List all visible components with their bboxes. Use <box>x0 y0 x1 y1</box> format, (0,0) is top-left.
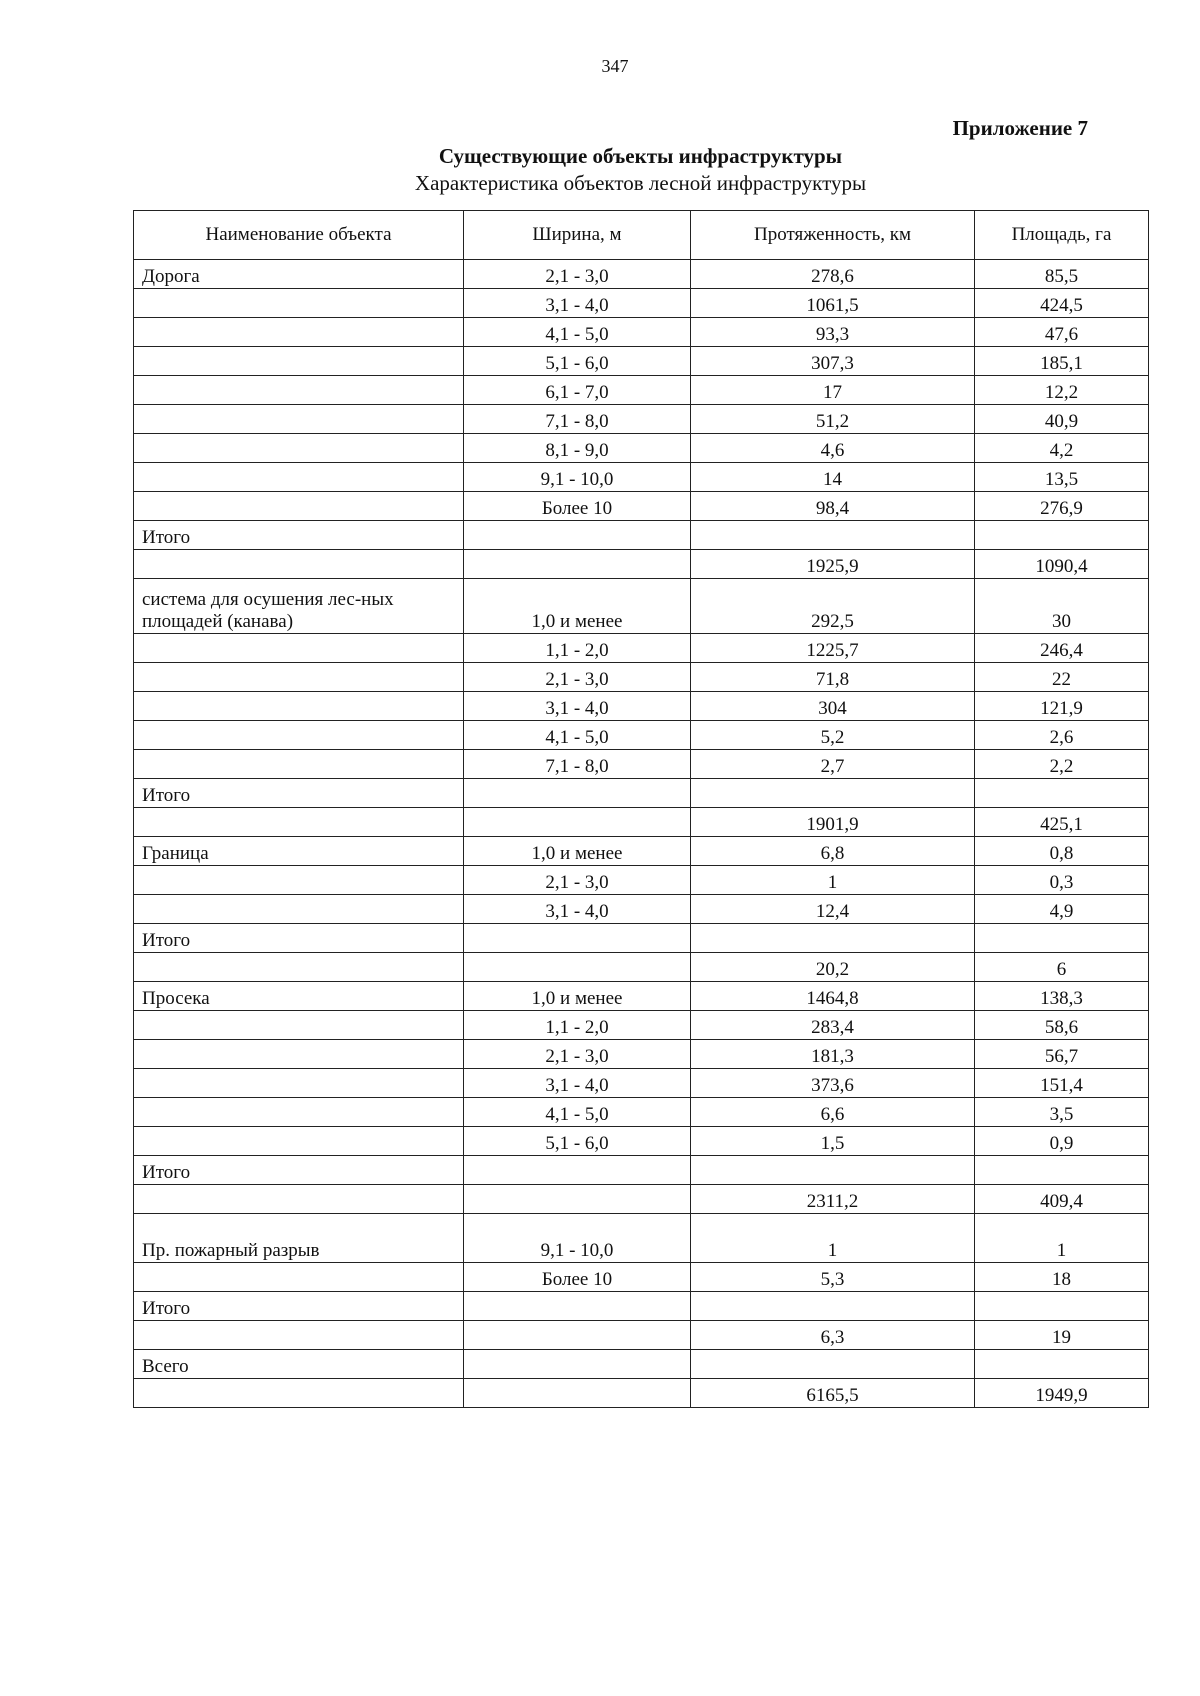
cell-area: 19 <box>975 1321 1149 1350</box>
cell-length: 4,6 <box>691 434 975 463</box>
cell-width: 7,1 - 8,0 <box>464 405 691 434</box>
header-object-name: Наименование объекта <box>134 211 464 260</box>
cell-object-name <box>134 347 464 376</box>
cell-area <box>975 779 1149 808</box>
table-row <box>134 1098 1149 1127</box>
cell-width: Более 10 <box>464 492 691 521</box>
cell-width: 1,0 и менее <box>464 837 691 866</box>
cell-area: 4,9 <box>975 895 1149 924</box>
cell-area: 40,9 <box>975 405 1149 434</box>
cell-width: 7,1 - 8,0 <box>464 750 691 779</box>
cell-area: 13,5 <box>975 463 1149 492</box>
cell-area: 4,2 <box>975 434 1149 463</box>
cell-object-name: Просека <box>134 982 464 1011</box>
cell-width <box>464 808 691 837</box>
table-row <box>134 289 1149 318</box>
cell-width: 1,1 - 2,0 <box>464 634 691 663</box>
cell-area: 12,2 <box>975 376 1149 405</box>
cell-area: 0,8 <box>975 837 1149 866</box>
cell-area: 246,4 <box>975 634 1149 663</box>
cell-length <box>691 1292 975 1321</box>
cell-length: 1925,9 <box>691 550 975 579</box>
table-row <box>134 779 1149 808</box>
cell-area: 138,3 <box>975 982 1149 1011</box>
cell-width: 1,0 и менее <box>464 579 691 634</box>
cell-width: Более 10 <box>464 1263 691 1292</box>
table-row <box>134 750 1149 779</box>
cell-width: 6,1 - 7,0 <box>464 376 691 405</box>
cell-width <box>464 1379 691 1408</box>
table-row <box>134 318 1149 347</box>
cell-width: 5,1 - 6,0 <box>464 1127 691 1156</box>
cell-length: 2,7 <box>691 750 975 779</box>
cell-length <box>691 1156 975 1185</box>
table-row <box>134 1011 1149 1040</box>
cell-object-name: Итого <box>134 521 464 550</box>
cell-length: 2311,2 <box>691 1185 975 1214</box>
cell-length: 304 <box>691 692 975 721</box>
cell-object-name: Итого <box>134 924 464 953</box>
table-row <box>134 492 1149 521</box>
cell-object-name <box>134 1127 464 1156</box>
cell-length <box>691 779 975 808</box>
cell-area: 0,3 <box>975 866 1149 895</box>
cell-object-name: Всего <box>134 1350 464 1379</box>
cell-object-name: Дорога <box>134 260 464 289</box>
cell-width <box>464 550 691 579</box>
cell-object-name <box>134 634 464 663</box>
table-row <box>134 663 1149 692</box>
cell-length <box>691 924 975 953</box>
cell-length: 1 <box>691 866 975 895</box>
table-row <box>134 550 1149 579</box>
table-row <box>134 1350 1149 1379</box>
infrastructure-table <box>133 210 1149 1408</box>
cell-object-name <box>134 721 464 750</box>
table-row <box>134 1379 1149 1408</box>
cell-object-name <box>134 1069 464 1098</box>
cell-object-name <box>134 692 464 721</box>
cell-object-name: Итого <box>134 1156 464 1185</box>
cell-object-name <box>134 1321 464 1350</box>
table-row <box>134 1127 1149 1156</box>
cell-length: 51,2 <box>691 405 975 434</box>
cell-width <box>464 779 691 808</box>
table-row <box>134 721 1149 750</box>
cell-length: 1464,8 <box>691 982 975 1011</box>
cell-object-name <box>134 463 464 492</box>
cell-object-name <box>134 1185 464 1214</box>
table-row <box>134 579 1149 634</box>
cell-object-name <box>134 750 464 779</box>
cell-area <box>975 924 1149 953</box>
table-row <box>134 1069 1149 1098</box>
cell-width: 5,1 - 6,0 <box>464 347 691 376</box>
cell-object-name <box>134 289 464 318</box>
cell-object-name <box>134 492 464 521</box>
cell-length <box>691 521 975 550</box>
table-row <box>134 808 1149 837</box>
table-row <box>134 866 1149 895</box>
cell-width: 9,1 - 10,0 <box>464 1214 691 1263</box>
cell-area: 0,9 <box>975 1127 1149 1156</box>
cell-area <box>975 1350 1149 1379</box>
cell-width: 3,1 - 4,0 <box>464 895 691 924</box>
cell-width <box>464 1185 691 1214</box>
table-row <box>134 953 1149 982</box>
table-row <box>134 1263 1149 1292</box>
cell-object-name <box>134 1098 464 1127</box>
cell-length: 71,8 <box>691 663 975 692</box>
cell-length: 12,4 <box>691 895 975 924</box>
cell-object-name <box>134 1263 464 1292</box>
cell-width: 4,1 - 5,0 <box>464 721 691 750</box>
table-row <box>134 405 1149 434</box>
cell-length: 1 <box>691 1214 975 1263</box>
table-row <box>134 1214 1149 1263</box>
cell-area: 1 <box>975 1214 1149 1263</box>
cell-width <box>464 953 691 982</box>
cell-object-name <box>134 550 464 579</box>
cell-area <box>975 1156 1149 1185</box>
cell-object-name: Граница <box>134 837 464 866</box>
cell-area: 58,6 <box>975 1011 1149 1040</box>
cell-width: 2,1 - 3,0 <box>464 260 691 289</box>
cell-length: 1901,9 <box>691 808 975 837</box>
table-row <box>134 837 1149 866</box>
table-row <box>134 1185 1149 1214</box>
cell-area: 18 <box>975 1263 1149 1292</box>
cell-area: 121,9 <box>975 692 1149 721</box>
cell-object-name: Итого <box>134 1292 464 1321</box>
cell-length: 1061,5 <box>691 289 975 318</box>
cell-object-name <box>134 405 464 434</box>
cell-width: 9,1 - 10,0 <box>464 463 691 492</box>
cell-area: 424,5 <box>975 289 1149 318</box>
cell-width <box>464 1156 691 1185</box>
cell-area: 2,2 <box>975 750 1149 779</box>
cell-object-name <box>134 1040 464 1069</box>
cell-length: 278,6 <box>691 260 975 289</box>
cell-length: 6,3 <box>691 1321 975 1350</box>
cell-area <box>975 521 1149 550</box>
cell-object-name <box>134 895 464 924</box>
cell-length: 373,6 <box>691 1069 975 1098</box>
cell-width: 4,1 - 5,0 <box>464 318 691 347</box>
cell-length: 5,2 <box>691 721 975 750</box>
page-number: 347 <box>601 56 629 76</box>
cell-length: 20,2 <box>691 953 975 982</box>
cell-area: 30 <box>975 579 1149 634</box>
cell-width: 2,1 - 3,0 <box>464 866 691 895</box>
table-row <box>134 1156 1149 1185</box>
cell-length: 292,5 <box>691 579 975 634</box>
cell-object-name <box>134 866 464 895</box>
table-row <box>134 1040 1149 1069</box>
cell-length: 6,8 <box>691 837 975 866</box>
cell-area: 85,5 <box>975 260 1149 289</box>
cell-object-name <box>134 318 464 347</box>
cell-length <box>691 1350 975 1379</box>
cell-width: 1,1 - 2,0 <box>464 1011 691 1040</box>
header-area: Площадь, га <box>975 211 1149 260</box>
cell-object-name: система для осушения лес-ных площадей (канава) <box>134 579 464 634</box>
cell-area <box>975 1292 1149 1321</box>
cell-length: 6,6 <box>691 1098 975 1127</box>
cell-area: 3,5 <box>975 1098 1149 1127</box>
table-row <box>134 634 1149 663</box>
cell-object-name: Итого <box>134 779 464 808</box>
table-row <box>134 924 1149 953</box>
cell-object-name <box>134 663 464 692</box>
cell-width <box>464 1350 691 1379</box>
cell-length: 6165,5 <box>691 1379 975 1408</box>
cell-width: 2,1 - 3,0 <box>464 1040 691 1069</box>
table-header-row <box>134 211 1149 260</box>
cell-object-name <box>134 434 464 463</box>
cell-object-name <box>134 808 464 837</box>
header-width: Ширина, м <box>464 211 691 260</box>
cell-object-name <box>134 376 464 405</box>
cell-width: 4,1 - 5,0 <box>464 1098 691 1127</box>
cell-width <box>464 924 691 953</box>
cell-area: 425,1 <box>975 808 1149 837</box>
cell-area: 276,9 <box>975 492 1149 521</box>
table-row <box>134 434 1149 463</box>
cell-width: 3,1 - 4,0 <box>464 1069 691 1098</box>
cell-area: 1090,4 <box>975 550 1149 579</box>
table-body <box>134 260 1149 1408</box>
cell-area: 409,4 <box>975 1185 1149 1214</box>
cell-length: 93,3 <box>691 318 975 347</box>
cell-object-name <box>134 1011 464 1040</box>
cell-length: 1225,7 <box>691 634 975 663</box>
appendix-label: Приложение 7 <box>952 116 1088 140</box>
cell-area: 22 <box>975 663 1149 692</box>
cell-length: 1,5 <box>691 1127 975 1156</box>
table-row <box>134 692 1149 721</box>
cell-length: 181,3 <box>691 1040 975 1069</box>
cell-width <box>464 1321 691 1350</box>
cell-area: 2,6 <box>975 721 1149 750</box>
cell-area: 6 <box>975 953 1149 982</box>
cell-length: 14 <box>691 463 975 492</box>
header-length: Протяженность, км <box>691 211 975 260</box>
document-subtitle: Характеристика объектов лесной инфраструктуры <box>414 171 867 195</box>
cell-object-name <box>134 953 464 982</box>
table-row <box>134 521 1149 550</box>
table-row <box>134 1292 1149 1321</box>
cell-object-name <box>134 1379 464 1408</box>
cell-width: 3,1 - 4,0 <box>464 289 691 318</box>
table-row <box>134 463 1149 492</box>
cell-width: 3,1 - 4,0 <box>464 692 691 721</box>
cell-area: 56,7 <box>975 1040 1149 1069</box>
cell-width: 8,1 - 9,0 <box>464 434 691 463</box>
cell-width: 1,0 и менее <box>464 982 691 1011</box>
cell-length: 5,3 <box>691 1263 975 1292</box>
table-row <box>134 260 1149 289</box>
table-row <box>134 982 1149 1011</box>
cell-length: 98,4 <box>691 492 975 521</box>
cell-area: 185,1 <box>975 347 1149 376</box>
document-title: Существующие объекты инфраструктуры <box>438 144 843 168</box>
cell-length: 307,3 <box>691 347 975 376</box>
cell-width: 2,1 - 3,0 <box>464 663 691 692</box>
cell-length: 17 <box>691 376 975 405</box>
cell-width <box>464 1292 691 1321</box>
table-row <box>134 1321 1149 1350</box>
table-row <box>134 895 1149 924</box>
cell-width <box>464 521 691 550</box>
cell-area: 47,6 <box>975 318 1149 347</box>
cell-area: 151,4 <box>975 1069 1149 1098</box>
table-row <box>134 376 1149 405</box>
cell-area: 1949,9 <box>975 1379 1149 1408</box>
table-row <box>134 347 1149 376</box>
cell-object-name: Пр. пожарный разрыв <box>134 1214 464 1263</box>
cell-length: 283,4 <box>691 1011 975 1040</box>
